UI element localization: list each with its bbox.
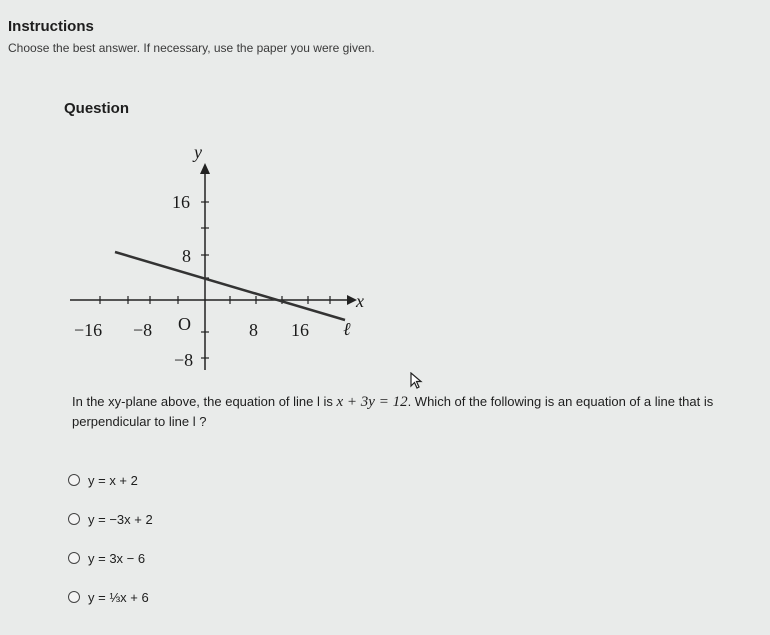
origin-label: O — [178, 314, 191, 334]
y-axis-label: y — [194, 142, 202, 162]
y-tick-label: −8 — [174, 350, 194, 370]
radio-button-icon[interactable] — [68, 474, 80, 486]
x-axis-label: x — [356, 291, 364, 311]
answer-choices — [68, 470, 153, 626]
x-tick-label: 8 — [249, 320, 258, 340]
answer-choice-label: y = x + 2 — [88, 472, 138, 488]
answer-choice-label: y = −3x + 2 — [88, 511, 153, 527]
question-text-before: In the xy-plane above, the equation of line l is — [72, 394, 337, 409]
instructions-title: Instructions — [8, 18, 94, 35]
line-l — [115, 252, 345, 320]
x-tick-label: −8 — [133, 320, 153, 340]
question-text-after: . Which of the following is an equation of a line that is perpendicular to line l ? — [72, 394, 714, 429]
radio-button-icon[interactable] — [68, 552, 80, 564]
answer-choice-b[interactable] — [68, 509, 153, 529]
mouse-pointer-icon — [410, 372, 424, 395]
instructions-text: Choose the best answer. If necessary, use the paper you were given. — [8, 41, 375, 55]
question-text — [72, 392, 767, 432]
y-tick-label: 8 — [182, 246, 191, 266]
x-tick-label: −16 — [74, 320, 103, 340]
answer-choice-c[interactable] — [68, 548, 153, 568]
radio-button-icon[interactable] — [68, 513, 80, 525]
y-tick-label: 16 — [172, 192, 190, 212]
question-heading: Question — [64, 100, 130, 117]
answer-choice-a[interactable] — [68, 470, 153, 490]
radio-button-icon[interactable] — [68, 591, 80, 603]
coordinate-graph — [60, 130, 380, 380]
answer-choice-label: y = ⅓x + 6 — [88, 589, 149, 605]
answer-choice-d[interactable] — [68, 587, 153, 607]
line-label: ℓ — [343, 319, 351, 339]
answer-choice-label: y = 3x − 6 — [88, 550, 146, 566]
question-equation: x + 3y = 12 — [336, 394, 408, 410]
x-tick-label: 16 — [291, 320, 309, 340]
y-axis-arrow — [200, 163, 210, 174]
